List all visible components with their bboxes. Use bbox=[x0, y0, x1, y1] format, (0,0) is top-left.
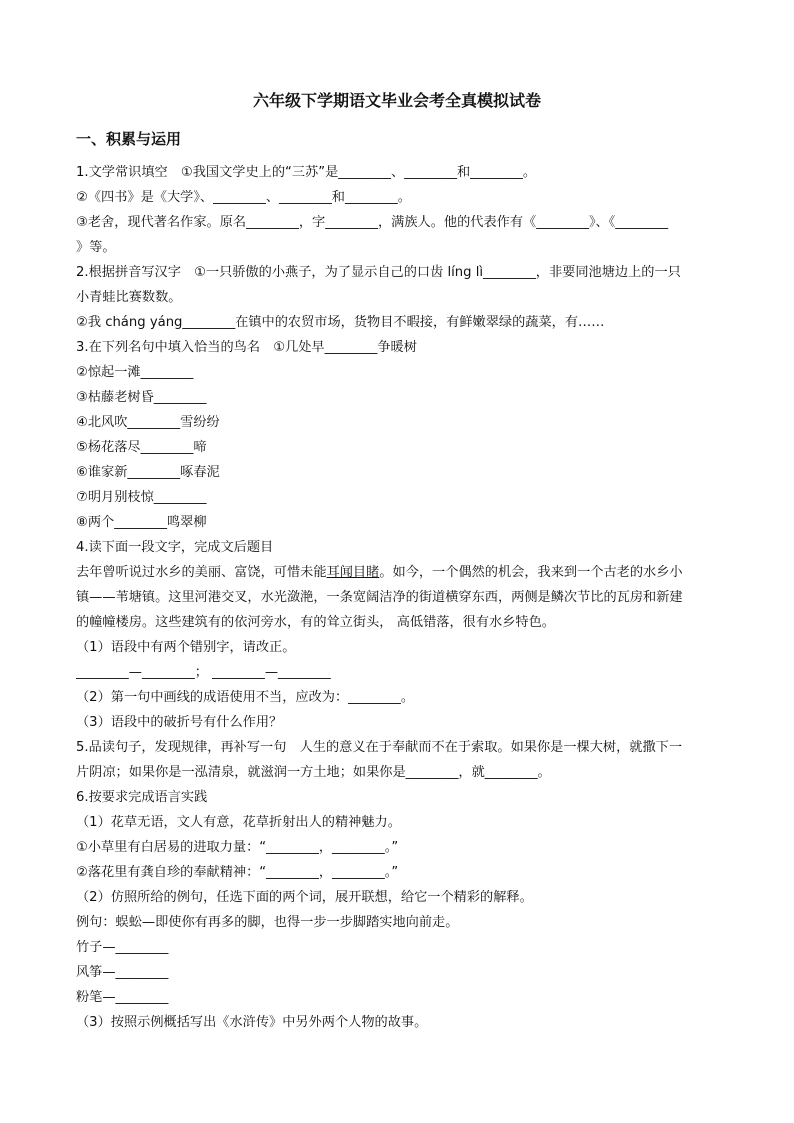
text-line: ②《四书》是《大学》、________、________和________。 bbox=[76, 190, 411, 205]
text-line: 小青蛙比赛数数。 bbox=[76, 290, 182, 305]
text-line: 例句：蜈蚣—即使你有再多的脚，也得一步一步脚踏实地向前走。 bbox=[76, 915, 459, 930]
text-line: ________—________； ________—________ bbox=[76, 665, 331, 680]
text-line: （1）花草无语，文人有意，花草折射出人的精神魅力。 bbox=[76, 815, 401, 830]
text-line: （2）第一句中画线的成语使用不当，应改为：________。 bbox=[76, 690, 415, 705]
text-line: （1）语段中有两个错别字，请改正。 bbox=[76, 640, 296, 655]
text-line: ⑤杨花落尽________啼 bbox=[76, 440, 207, 455]
text-line: 》等。 bbox=[76, 240, 116, 255]
text-line: 粉笔—________ bbox=[76, 990, 169, 1005]
text-line: ②我 cháng yáng________在镇中的农贸市场，货物目不暇接，有鲜嫩翠绿的蔬菜，有…… bbox=[76, 315, 605, 330]
text-line: （3）按照示例概括写出《水浒传》中另外两个人物的故事。 bbox=[76, 1015, 428, 1030]
section-heading: 一、积累与运用 bbox=[76, 130, 182, 148]
text-line: 片阴凉；如果你是一泓清泉，就滋润一方土地；如果你是________，就________。 bbox=[76, 765, 551, 780]
text-line: ⑦明月别枝惊________ bbox=[76, 490, 207, 505]
text-line: 的幢幢楼房。这些建筑有的依河旁水，有的耸立街头， 高低错落，很有水乡特色。 bbox=[76, 615, 555, 630]
text-line: ⑧两个________鸣翠柳 bbox=[76, 515, 207, 530]
text-line: 6.按要求完成语言实践 bbox=[76, 790, 208, 805]
text-line: ②惊起一滩________ bbox=[76, 365, 194, 380]
text-line: ③枯藤老树昏________ bbox=[76, 390, 207, 405]
text-line: 5.品读句子，发现规律，再补写一句 人生的意义在于奉献而不在于索取。如果你是一棵大树，就撒下一 bbox=[76, 740, 683, 755]
text-line: ③老舍，现代著名作家。原名________，字________，满族人。他的代表作有《________》、《________ bbox=[76, 215, 669, 230]
text-line: （2）仿照所给的例句，任选下面的两个词，展开联想，给它一个精彩的解释。 bbox=[76, 890, 533, 905]
text-line: （3）语段中的破折号有什么作用？ bbox=[76, 715, 283, 730]
text-line: 镇——苇塘镇。这里河港交叉，水光潋滟，一条宽阔洁净的街道横穿东西，两侧是鳞次节比的瓦房和新建 bbox=[76, 590, 683, 605]
text-line: 风筝—________ bbox=[76, 965, 169, 980]
text-line: 4.读下面一段文字，完成文后题目 bbox=[76, 540, 274, 555]
text-line: ②落花里有龚自珍的奉献精神：“________，________。” bbox=[76, 865, 399, 880]
text-line: ①小草里有白居易的进取力量：“________，________。” bbox=[76, 840, 399, 855]
page-title: 六年级下学期语文毕业会考全真模拟试卷 bbox=[252, 91, 541, 110]
text-line: 去年曾听说过水乡的美丽、富饶，可惜未能耳闻目睹。如今，一个偶然的机会，我来到一个古老的水乡小 bbox=[76, 565, 683, 580]
text-line: 2.根据拼音写汉字 ①一只骄傲的小燕子，为了显示自己的口齿 líng lì________，非要同池塘边上的一只 bbox=[76, 265, 681, 280]
text-line: 1.文学常识填空 ①我国文学史上的“三苏”是________、________和________。 bbox=[76, 165, 537, 180]
text-line: ⑥谁家新________啄春泥 bbox=[76, 465, 220, 480]
text-line: 3.在下列名句中填入恰当的鸟名 ①几处早________争暖树 bbox=[76, 340, 417, 355]
text-line: ④北风吹________雪纷纷 bbox=[76, 415, 220, 430]
question-body bbox=[76, 160, 724, 1035]
underlined-idiom: 耳闻目睹 bbox=[326, 565, 380, 580]
text-line: 竹子—________ bbox=[76, 940, 169, 955]
